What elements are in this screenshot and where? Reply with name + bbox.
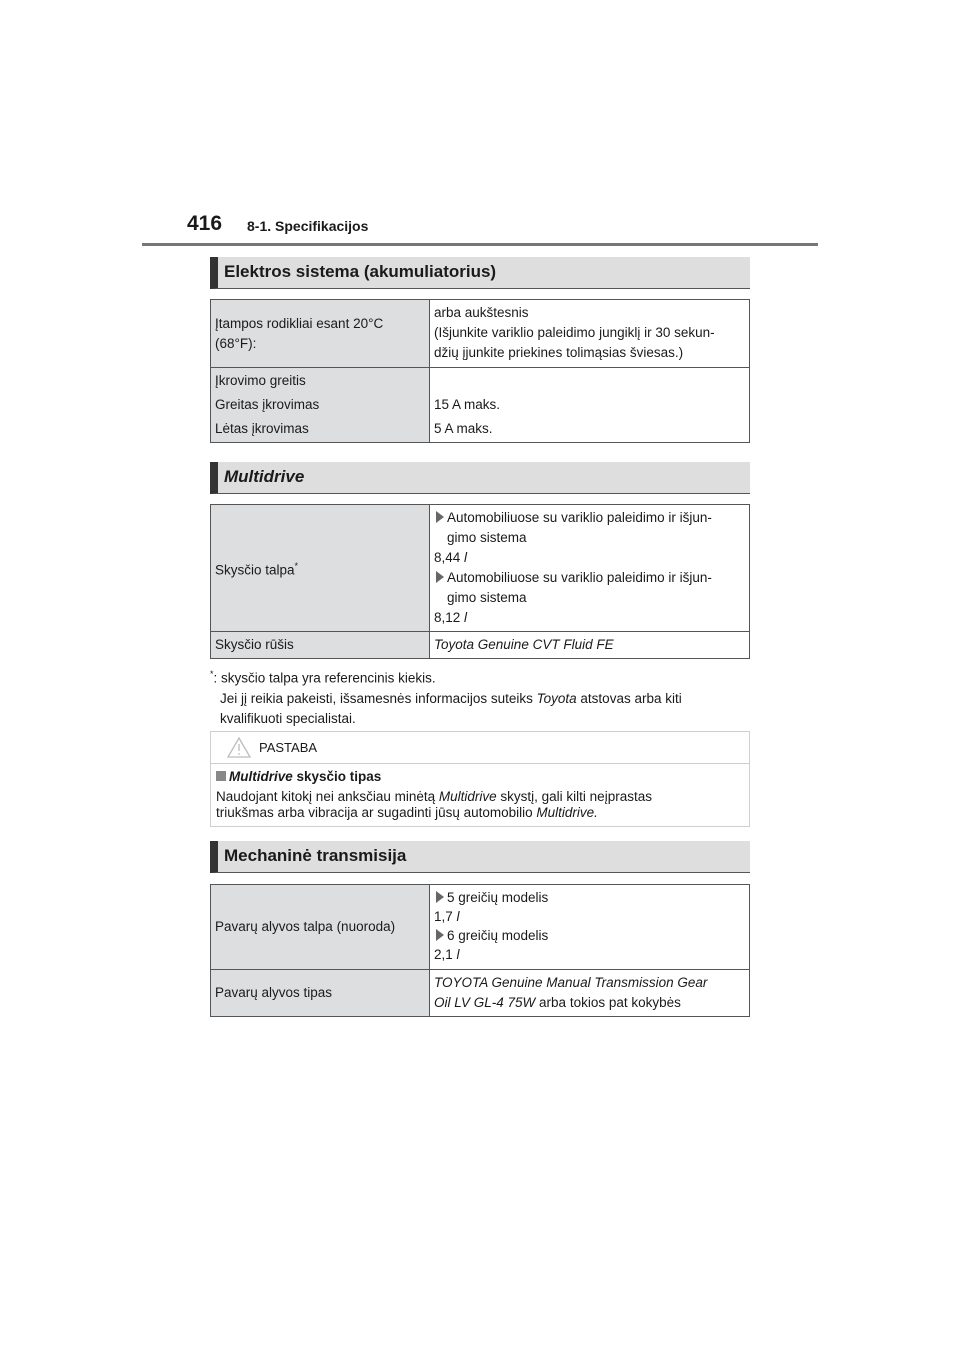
section-title-battery: Elektros sistema (akumuliatorius) [210, 257, 750, 289]
table-row [211, 368, 750, 443]
manual-spec-table [210, 884, 750, 1017]
header-rule [142, 243, 818, 246]
manual-type-value: TOYOTA Genuine Manual Transmission Gear Oil LV GL-4 75W arba tokios pat kokybės [430, 970, 750, 1017]
battery-voltage-label: Įtampos rodikliai esant 20°C (68°F): [211, 300, 430, 368]
notice-box [210, 731, 750, 827]
table-row [211, 505, 750, 632]
manual-capacity-value: 5 greičių modelis 1,7 l 6 greičių modelis 2,1 l [430, 885, 750, 970]
section-title-multidrive: Multidrive [210, 462, 750, 494]
chapter-title: 8-1. Specifikacijos [247, 218, 369, 234]
notice-heading: Multidrive skysčio tipas [216, 769, 744, 785]
page-number: 416 [187, 212, 223, 235]
battery-voltage-value: arba aukštesnis (Išjunkite variklio paleidimo jungiklį ir 30 sekun- džių įjunkite priekines tolimąsias šviesas.) [430, 300, 750, 368]
manual-capacity-label: Pavarų alyvos talpa (nuoroda) [211, 885, 430, 970]
bullet-arrow-icon [436, 891, 444, 903]
notice-header [211, 732, 749, 764]
battery-charging-value: 15 A maks. 5 A maks. [430, 368, 750, 443]
square-bullet-icon [216, 771, 226, 781]
notice-body: Multidrive skysčio tipas Naudojant kitokį nei anksčiau minėtą Multidrive skystį, gali kilti neįprastas triukšmas arba vibracija ar sugadinti jūsų automobilio Multidrive. [211, 764, 749, 826]
battery-spec-table [210, 299, 750, 443]
table-row [211, 970, 750, 1017]
bullet-arrow-icon [436, 511, 444, 523]
bullet-arrow-icon [436, 929, 444, 941]
multidrive-capacity-value: Automobiliuose su variklio paleidimo ir išjun- gimo sistema 8,44 l Automobiliuose su variklio paleidimo ir išjun- gimo sistema 8,12 l [430, 505, 750, 632]
bullet-arrow-icon [436, 571, 444, 583]
manual-type-label: Pavarų alyvos tipas [211, 970, 430, 1017]
notice-label: PASTABA [259, 740, 318, 755]
multidrive-type-label: Skysčio rūšis [211, 632, 430, 659]
footnote: *: skysčio talpa yra referencinis kiekis. Jei jį reikia pakeisti, išsamesnės informacijos suteiks Toyota atstovas arba kiti kvalifikuoti specialistai. [210, 669, 682, 726]
table-row [211, 300, 750, 368]
table-row [211, 632, 750, 659]
multidrive-spec-table [210, 504, 750, 659]
multidrive-capacity-label: Skysčio talpa* [211, 505, 430, 632]
table-row [211, 885, 750, 970]
warning-triangle-icon [227, 737, 251, 758]
section-title-manual-transmission: Mechaninė transmisija [210, 841, 750, 873]
battery-charging-label: Įkrovimo greitis Greitas įkrovimas Lėtas įkrovimas [211, 368, 430, 443]
multidrive-type-value: Toyota Genuine CVT Fluid FE [430, 632, 750, 659]
